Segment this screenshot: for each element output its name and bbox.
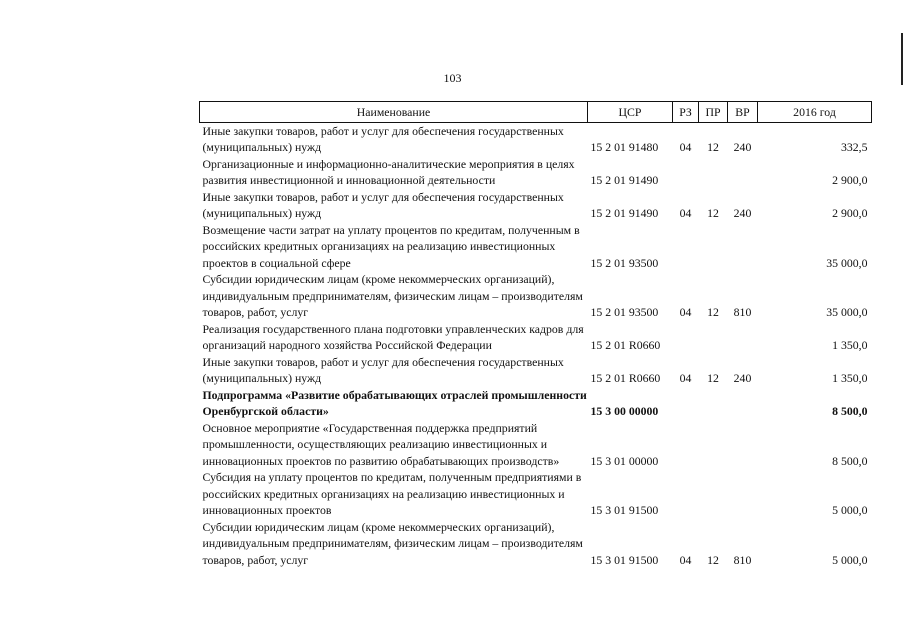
row-csr: 15 2 01 91490 bbox=[590, 206, 659, 220]
row-csr: 15 2 01 R0660 bbox=[590, 371, 661, 385]
row-vr: 240 bbox=[733, 206, 752, 220]
row-rz bbox=[673, 387, 699, 420]
row-name: Субсидии юридическим лицам (кроме некоммерческих организаций), индивидуальным предпринимателям, физическим лицам – производителям товаров, работ, услуг bbox=[202, 519, 583, 567]
table-row bbox=[200, 519, 872, 569]
row-csr: 15 2 01 91480 bbox=[590, 140, 659, 154]
table-row bbox=[200, 387, 872, 420]
row-amount: 5 000,0 bbox=[832, 552, 868, 567]
row-csr: 15 2 01 93500 bbox=[590, 305, 659, 319]
row-csr: 15 3 01 91500 bbox=[590, 552, 659, 567]
table-row bbox=[200, 189, 872, 222]
row-amount: 8 500,0 bbox=[832, 453, 868, 468]
row-rz: 04 bbox=[679, 552, 692, 567]
header-year: 2016 год bbox=[758, 102, 872, 123]
row-vr bbox=[728, 156, 758, 189]
row-vr bbox=[728, 222, 758, 272]
row-pr: 12 bbox=[707, 206, 719, 220]
row-name: Субсидии юридическим лицам (кроме некоммерческих организаций), индивидуальным предпринимателям, физическим лицам – производителям товаров, работ, услуг bbox=[202, 272, 583, 319]
row-vr bbox=[728, 387, 758, 420]
row-amount: 8 500,0 bbox=[832, 404, 868, 418]
row-amount: 1 350,0 bbox=[832, 371, 868, 385]
row-rz bbox=[673, 469, 699, 519]
row-rz: 04 bbox=[679, 206, 692, 220]
row-csr: 15 3 01 00000 bbox=[590, 453, 659, 468]
row-vr bbox=[728, 420, 758, 470]
row-name: Иные закупки товаров, работ и услуг для обеспечения государственных (муниципальных) нужд bbox=[202, 354, 564, 385]
row-pr: 12 bbox=[707, 552, 719, 567]
row-name: Основное мероприятие «Государственная поддержка предприятий промышленности, осуществляющих реализацию инвестиционных и инновационных проектов по развитию обрабатывающих производств» bbox=[202, 420, 560, 468]
header-vr: ВР bbox=[728, 102, 758, 123]
row-amount: 5 000,0 bbox=[832, 503, 868, 517]
page-number: 103 bbox=[443, 71, 462, 85]
row-rz: 04 bbox=[679, 371, 692, 385]
table-header-row bbox=[200, 102, 872, 123]
row-name: Организационные и информационно-аналитические мероприятия в целях развития инвестиционной и инновационной деятельности bbox=[202, 156, 575, 187]
table-row bbox=[200, 271, 872, 321]
row-amount: 2 900,0 bbox=[832, 206, 868, 220]
row-csr: 15 3 00 00000 bbox=[590, 404, 659, 418]
row-name: Подпрограмма «Развитие обрабатывающих отраслей промышленности Оренбургской области» bbox=[202, 387, 587, 418]
row-pr: 12 bbox=[707, 305, 719, 319]
row-amount: 2 900,0 bbox=[832, 173, 868, 187]
row-name: Реализация государственного плана подготовки управленческих кадров для организаций народного хозяйства Российской Федерации bbox=[202, 321, 584, 352]
row-rz bbox=[673, 222, 699, 272]
row-rz bbox=[673, 420, 699, 470]
row-rz bbox=[673, 156, 699, 189]
header-pr: ПР bbox=[699, 102, 728, 123]
row-csr: 15 3 01 91500 bbox=[590, 503, 659, 517]
scan-edge-mark bbox=[901, 33, 903, 85]
row-vr: 240 bbox=[733, 140, 752, 154]
row-name: Иные закупки товаров, работ и услуг для обеспечения государственных (муниципальных) нужд bbox=[202, 123, 564, 154]
table-row bbox=[200, 122, 872, 156]
row-pr bbox=[699, 469, 728, 519]
row-vr: 240 bbox=[733, 371, 752, 385]
row-csr: 15 2 01 91490 bbox=[590, 173, 659, 187]
row-pr bbox=[699, 156, 728, 189]
row-vr bbox=[728, 469, 758, 519]
row-pr bbox=[699, 222, 728, 272]
row-csr: 15 2 01 93500 bbox=[590, 255, 659, 270]
row-vr bbox=[728, 321, 758, 354]
row-csr: 15 2 01 R0660 bbox=[590, 338, 661, 352]
row-rz bbox=[673, 321, 699, 354]
table-row bbox=[200, 420, 872, 470]
row-pr: 12 bbox=[707, 140, 719, 154]
row-pr bbox=[699, 387, 728, 420]
header-rz: РЗ bbox=[673, 102, 699, 123]
row-name: Возмещение части затрат на уплату процентов по кредитам, полученным в российских кредитных организациях на реализацию инвестиционных проектов в социальной сфере bbox=[202, 222, 580, 270]
row-amount: 35 000,0 bbox=[826, 305, 868, 319]
table-row bbox=[200, 469, 872, 519]
row-name: Иные закупки товаров, работ и услуг для обеспечения государственных (муниципальных) нужд bbox=[202, 189, 564, 220]
header-name: Наименование bbox=[200, 102, 588, 123]
header-csr: ЦСР bbox=[588, 102, 673, 123]
row-vr: 810 bbox=[733, 552, 752, 567]
row-name: Субсидия на уплату процентов по кредитам, полученным предприятиями в российских кредитных организациях на реализацию инвестиционных и инновационных проектов bbox=[202, 470, 582, 517]
row-amount: 332,5 bbox=[840, 140, 868, 154]
row-amount: 35 000,0 bbox=[826, 255, 868, 270]
row-amount: 1 350,0 bbox=[832, 338, 868, 352]
row-pr bbox=[699, 420, 728, 470]
table-row bbox=[200, 222, 872, 272]
table-row bbox=[200, 321, 872, 354]
row-vr: 810 bbox=[733, 305, 752, 319]
row-pr: 12 bbox=[707, 371, 719, 385]
row-pr bbox=[699, 321, 728, 354]
table-row bbox=[200, 156, 872, 189]
row-rz: 04 bbox=[679, 305, 692, 319]
budget-table bbox=[199, 101, 872, 568]
table-row bbox=[200, 354, 872, 387]
row-rz: 04 bbox=[679, 140, 692, 154]
